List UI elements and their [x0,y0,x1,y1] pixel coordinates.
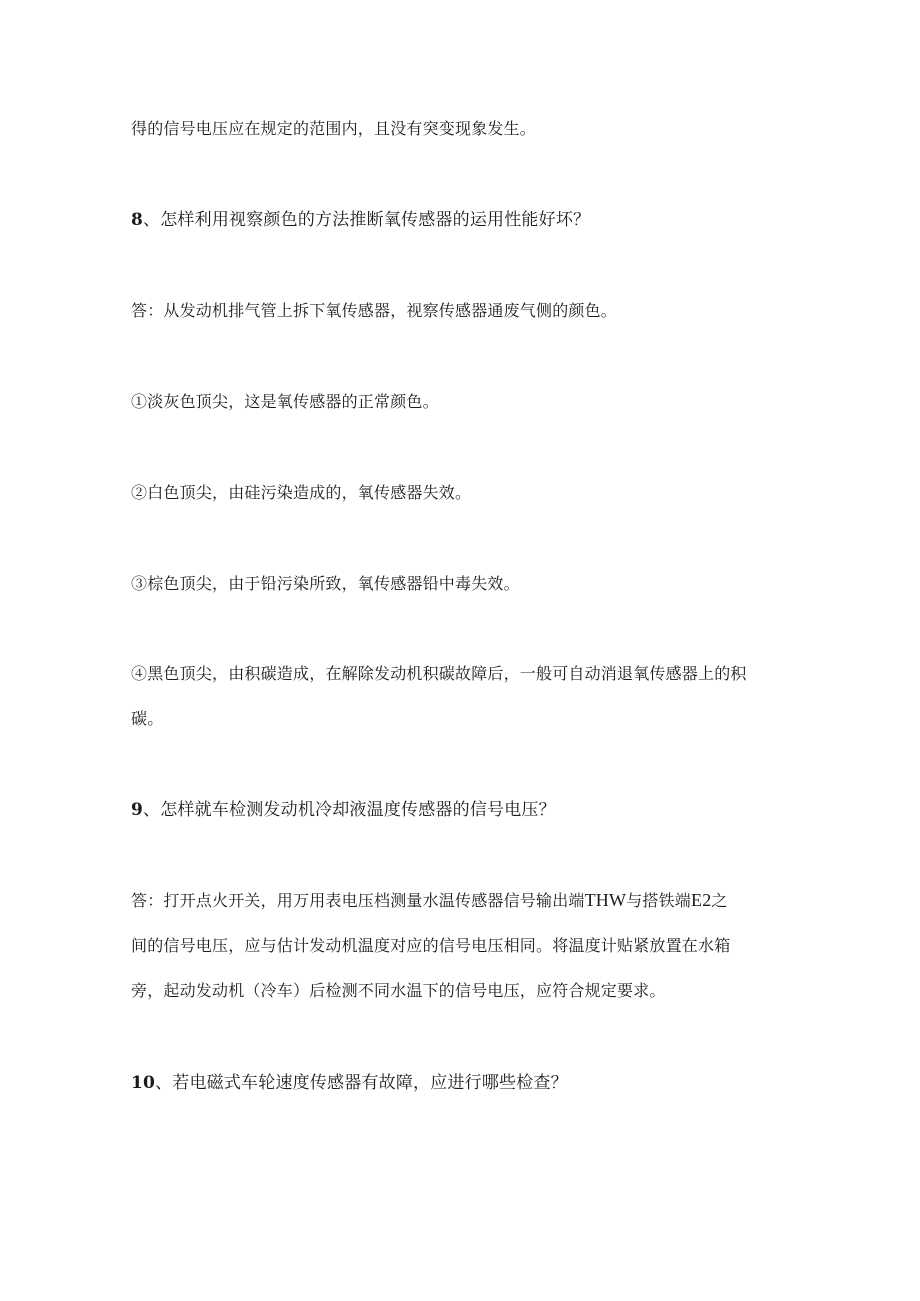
question-8-item-4-line-1: ④黑色顶尖，由积碳造成，在解除发动机积碳故障后，一般可自动消退氧传感器上的积 [131,664,747,683]
question-9-text: 、怎样就车检测发动机冷却液温度传感器的信号电压？ [143,800,556,820]
question-9-heading [131,800,791,820]
question-8-item-3: ③棕色顶尖，由于铅污染所致，氧传感器铅中毒失效。 [131,574,520,593]
question-8-item-1: ①淡灰色顶尖，这是氧传感器的正常颜色。 [131,392,439,411]
question-8-text: 、怎样利用视察颜色的方法推断氧传感器的运用性能好坏？ [143,210,591,230]
question-9-answer-line-1-c: 之 [711,891,728,910]
question-9-answer-line-1-b: 与搭铁端 [626,891,692,910]
question-9-answer-line-3: 旁，起动发动机（冷车）后检测不同水温下的信号电压，应符合规定要求。 [131,981,666,1000]
question-9-number: 9 [131,800,144,820]
question-10-text: 、若电磁式车轮速度传感器有故障，应进行哪些检查？ [155,1073,568,1093]
question-8-answer-intro: 答：从发动机排气管上拆下氧传感器，视察传感器通废气侧的颜色。 [131,301,618,320]
question-8-item-2: ②白色顶尖，由硅污染造成的，氧传感器失效。 [131,483,472,502]
question-8-heading [131,210,791,230]
question-9-answer-line-1-a: 答：打开点火开关，用万用表电压档测量水温传感器信号输出端 [131,891,585,910]
question-9-answer-line-2: 间的信号电压，应与估计发动机温度对应的信号电压相同。将温度计贴紧放置在水箱 [131,936,731,955]
question-10-heading [131,1073,791,1093]
e2-terminal-label: E2 [691,890,712,910]
continuation-paragraph: 得的信号电压应在规定的范围内，且没有突变现象发生。 [131,119,537,138]
question-8-item-4-line-2: 碳。 [131,709,164,728]
question-9-answer-line-1 [131,890,791,911]
question-8-number: 8 [131,210,144,230]
question-10-number: 10 [131,1073,156,1093]
thw-terminal-label: THW [584,890,627,910]
